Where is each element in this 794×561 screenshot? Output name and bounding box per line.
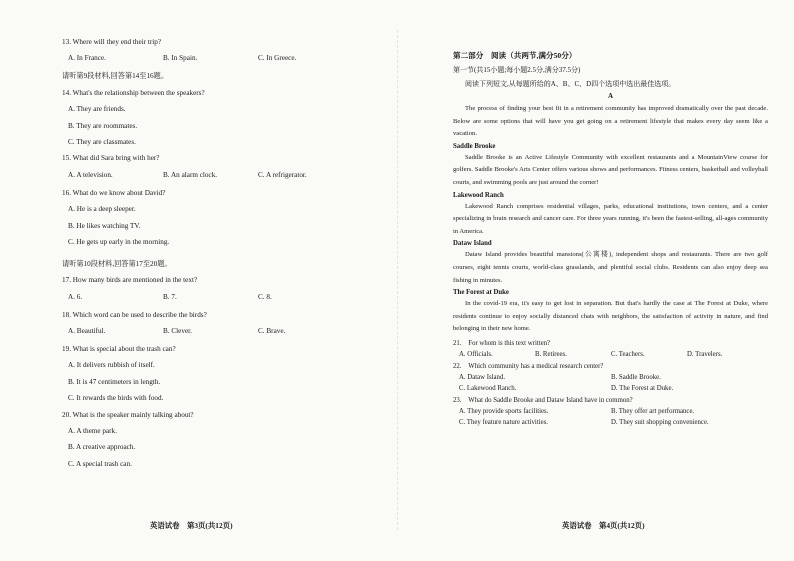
question-23-stem: 23. What do Saddle Brooke and Dataw Island have in common? bbox=[453, 396, 633, 404]
subheading: Lakewood Ranch bbox=[453, 191, 504, 199]
option-a: A. In France. bbox=[68, 54, 106, 63]
option-a: A. They are friends. bbox=[68, 105, 126, 114]
part-title: 第二部分 阅读（共两节,满分50分） bbox=[453, 51, 577, 60]
option-b: B. He likes watching TV. bbox=[68, 221, 141, 230]
option-b: B. An alarm clock. bbox=[163, 170, 218, 179]
section-heading: 第一节(共15小题;每小题2.5分,满分37.5分) bbox=[453, 66, 581, 74]
subheading: The Forest at Duke bbox=[453, 289, 509, 297]
option-d: D. Travelers. bbox=[687, 350, 723, 358]
passage-intro: The process of finding your best fit in a retirement community has improved dramatically over the past decade. Below are some options that will have you get going on a retirement lifestyle that makes every day seem like a vacation. bbox=[453, 105, 768, 138]
option-b: B. They are roommates. bbox=[68, 121, 138, 130]
subheading: Saddle Brooke bbox=[453, 142, 496, 150]
option-d: D. They suit shopping convenience. bbox=[611, 418, 709, 426]
question-15-stem: 15. What did Sara bring with her? bbox=[62, 154, 160, 163]
question-20-stem: 20. What is the speaker mainly talking about? bbox=[62, 410, 194, 419]
question-14-stem: 14. What's the relationship between the speakers? bbox=[62, 88, 205, 97]
question-18-stem: 18. Which word can be used to describe the birds? bbox=[62, 310, 207, 319]
option-c: C. It rewards the birds with food. bbox=[68, 394, 164, 403]
question-19-stem: 19. What is special about the trash can? bbox=[62, 345, 176, 354]
option-c: C. A special trash can. bbox=[68, 459, 132, 468]
question-17-stem: 17. How many birds are mentioned in the text? bbox=[62, 276, 198, 285]
option-a: A. 6. bbox=[68, 292, 83, 301]
question-21-stem: 21. For whom is this text written? bbox=[453, 339, 551, 347]
option-c: C. Lakewood Ranch. bbox=[459, 384, 517, 392]
option-b: B. It is 47 centimeters in length. bbox=[68, 377, 161, 386]
option-b: B. Clever. bbox=[163, 327, 192, 336]
option-b: B. They offer art performance. bbox=[611, 407, 695, 415]
question-21-options bbox=[459, 351, 768, 358]
question-18-options bbox=[68, 327, 379, 335]
option-a: A. He is a deep sleeper. bbox=[68, 205, 136, 214]
paragraph: In the covid-19 era, it's easy to get lost in separation. But that's hardly the case at The Forest at Duke, where residents continue to enjoy socially distanced chats with neighbors, the satisfaction of activity in nature, and find belonging in their new home. bbox=[453, 300, 768, 333]
option-a: A. Dataw Island. bbox=[459, 373, 506, 381]
paragraph: Dataw Island provides beautiful mansions(公寓楼), independent shops and restaurants. There are two golf courses, eight tennis courts, world-class grasslands, and plentiful social clubs. Residents can also enjoy deep sea fishing in minutes. bbox=[453, 251, 768, 284]
question-23-options-ab bbox=[459, 408, 768, 415]
option-c: C. Brave. bbox=[258, 327, 286, 336]
option-b: B. In Spain. bbox=[163, 54, 198, 63]
question-23-options-cd bbox=[459, 419, 768, 426]
option-c: C. They are classmates. bbox=[68, 137, 136, 146]
option-a: A. A theme park. bbox=[68, 427, 117, 436]
option-b: B. Saddle Brooke. bbox=[611, 373, 661, 381]
subheading: Dataw Island bbox=[453, 240, 492, 248]
passage-letter: A bbox=[607, 92, 614, 100]
option-c: C. Teachers. bbox=[611, 350, 645, 358]
page-footer: 英语试卷 第3页(共12页) bbox=[150, 521, 233, 530]
option-b: B. Retirees. bbox=[535, 350, 567, 358]
option-a: A. It delivers rubbish of itself. bbox=[68, 361, 155, 370]
paragraph: Lakewood Ranch comprises residential villages, parks, educational institutions, town centers, and a center specializing in brain research and cancer care. For three years running, it's been the fastest-selling, all-ages community in America. bbox=[453, 202, 768, 235]
question-22-stem: 22. Which community has a medical research center? bbox=[453, 362, 604, 370]
option-b: B. 7. bbox=[163, 292, 177, 301]
section-10-heading: 请听第10段材料,回答第17至20题。 bbox=[62, 259, 172, 268]
section-9-heading: 请听第9段材料,回答第14至16题。 bbox=[62, 72, 169, 81]
question-13-options bbox=[68, 54, 379, 62]
option-a: A. They provide sports facilities. bbox=[459, 407, 549, 415]
option-c: C. 8. bbox=[258, 292, 272, 301]
page-footer: 英语试卷 第4页(共12页) bbox=[562, 521, 645, 530]
question-15-options bbox=[68, 171, 379, 179]
option-c: C. They feature nature activities. bbox=[459, 418, 548, 426]
question-22-options-cd bbox=[459, 385, 768, 392]
option-c: C. He gets up early in the morning. bbox=[68, 237, 170, 246]
option-a: A. Beautiful. bbox=[68, 327, 106, 336]
option-b: B. A creative approach. bbox=[68, 443, 136, 452]
option-a: A. Officials. bbox=[459, 350, 493, 358]
question-13-stem: 13. Where will they end their trip? bbox=[62, 38, 162, 46]
instruction: 阅读下列短文,从每题所给的A、B、C、D四个选项中选出最佳选项。 bbox=[465, 80, 676, 88]
paragraph: Saddle Brooke is an Active Lifestyle Community with excellent restaurants and a MountainView course for golfers. Saddle Brooke's Arts Center offers various shows and performances. Fitness centers, basketball and volleyball courts, and swimming pools are just around the corner! bbox=[453, 153, 768, 186]
question-22-options-ab bbox=[459, 374, 768, 381]
question-17-options bbox=[68, 293, 379, 301]
question-16-stem: 16. What do we know about David? bbox=[62, 188, 166, 197]
option-a: A. A television. bbox=[68, 170, 113, 179]
option-d: D. The Forest at Duke. bbox=[611, 384, 674, 392]
option-c: C. In Greece. bbox=[258, 54, 297, 63]
right-page bbox=[397, 0, 794, 561]
option-c: C. A refrigerator. bbox=[258, 170, 307, 179]
